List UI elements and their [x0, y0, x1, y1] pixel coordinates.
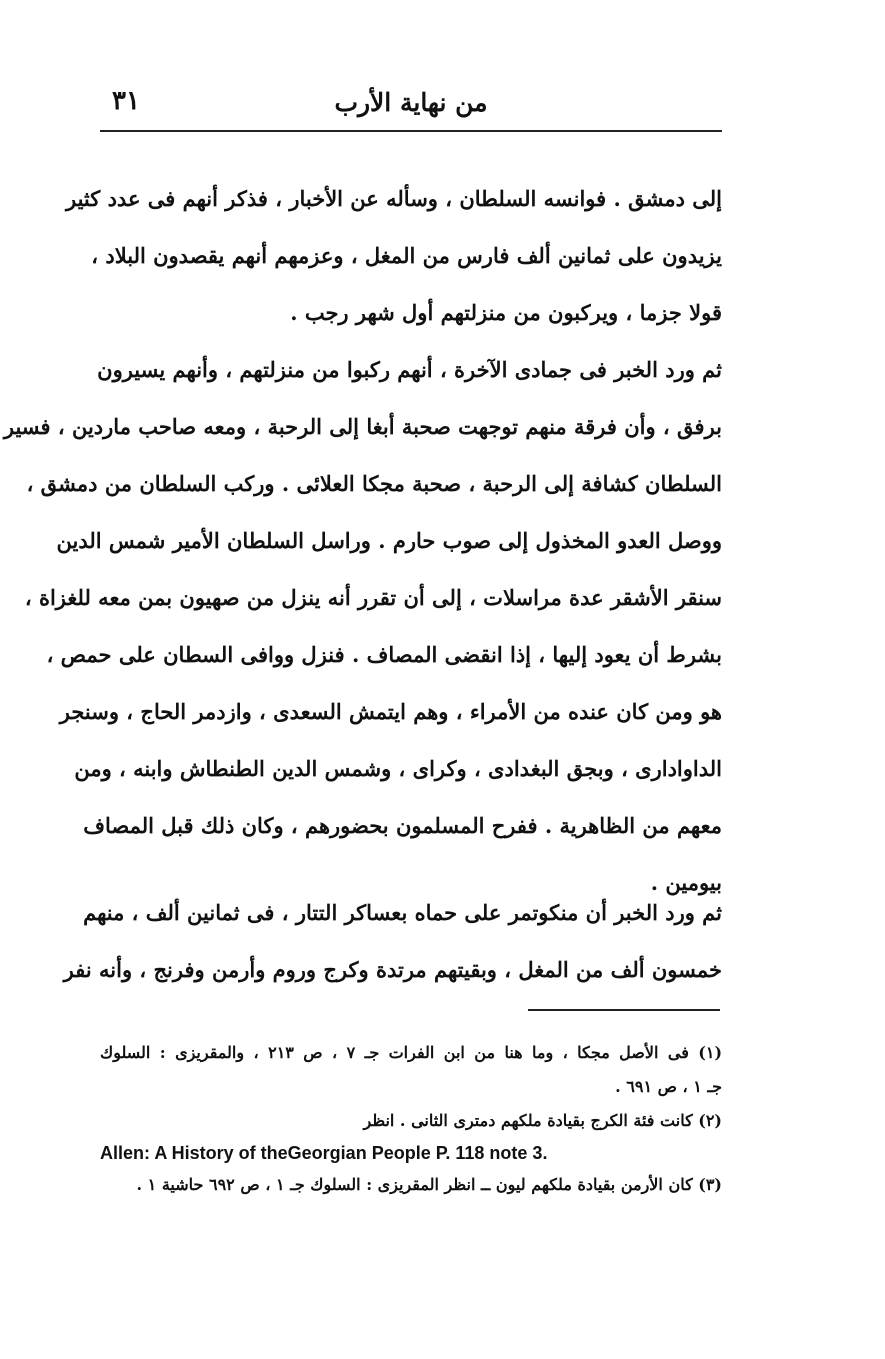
page-number: ٣١ — [112, 86, 140, 116]
footnote-line: (٢) كانت فئة الكرج بقيادة ملكهم دمترى الثانى . انظر — [363, 1111, 722, 1130]
paragraph-1 — [66, 170, 722, 341]
text-line: إلى دمشق . فوانسه السلطان ، وسأله عن الأخبار ، فذكر أنهم فى عدد كثير — [66, 186, 722, 211]
footnotes — [100, 1036, 722, 1202]
footnote-rule — [528, 1009, 720, 1011]
footnote-latin-reference: Allen: A History of theGeorgian People P. 118 note 3. — [100, 1143, 548, 1163]
footnote-1 — [100, 1036, 722, 1104]
text-line: سنقر الأشقر عدة مراسلات ، إلى أن تقرر أنه ينزل من صهيون بمن معه للغزاة ، — [24, 585, 722, 610]
text-line: ووصل العدو المخذول إلى صوب حارم . وراسل السلطان الأمير شمس الدين — [56, 528, 722, 553]
header-rule — [100, 130, 722, 132]
text-line: ثم ورد الخبر أن منكوتمر على حماه بعساكر التتار ، فى ثمانين ألف ، منهم — [83, 900, 722, 925]
paragraph-2 — [3, 341, 722, 911]
running-title: من نهاية الأرب — [334, 88, 488, 117]
text-line: السلطان كشافة إلى الرحبة ، صحبة مجكا العلائى . وركب السلطان من دمشق ، — [26, 471, 722, 496]
footnote-line: (١) فى الأصل مجكا ، وما هنا من ابن الفرات جـ ٧ ، ص ٢١٣ ، والمقريزى : السلوك — [100, 1043, 723, 1062]
text-line: الداوادارى ، وبجق البغدادى ، وكراى ، وشمس الدين الطنطاش وابنه ، ومن — [74, 756, 722, 781]
text-line: ثم ورد الخبر فى جمادى الآخرة ، أنهم ركبوا من منزلتهم ، وأنهم يسيرون — [97, 357, 722, 382]
footnote-2 — [100, 1104, 722, 1168]
page-header — [100, 84, 722, 128]
text-line: يزيدون على ثمانين ألف فارس من المغل ، وعزمهم أنهم يقصدون البلاد ، — [91, 243, 722, 268]
text-line: برفق ، وأن فرقة منهم توجهت صحبة أبغا إلى الرحبة ، ومعه صاحب ماردين ، فسير — [3, 414, 722, 439]
text-line: قولا جزما ، ويركبون من منزلتهم أول شهر رجب . — [290, 300, 722, 325]
footnote-line: (٣) كان الأرمن بقيادة ملكهم ليون ــ انظر المقريزى : السلوك جـ ١ ، ص ٦٩٢ حاشية ١ . — [136, 1175, 722, 1194]
text-line: بشرط أن يعود إليها ، إذا انقضى المصاف . فنزل ووافى السطان على حمص ، — [46, 642, 722, 667]
text-line: بيومين . — [650, 870, 722, 895]
footnote-line: جـ ١ ، ص ٦٩١ . — [615, 1077, 722, 1096]
footnote-3 — [100, 1168, 722, 1202]
text-line: معهم من الظاهرية . ففرح المسلمون بحضورهم ، وكان ذلك قبل المصاف — [83, 813, 722, 838]
paragraph-3 — [63, 884, 722, 998]
text-line: هو ومن كان عنده من الأمراء ، وهم ايتمش السعدى ، وازدمر الحاج ، وسنجر — [59, 699, 722, 724]
text-line: خمسون ألف من المغل ، وبقيتهم مرتدة وكرج وروم وأرمن وفرنج ، وأنه نفر — [63, 957, 722, 982]
